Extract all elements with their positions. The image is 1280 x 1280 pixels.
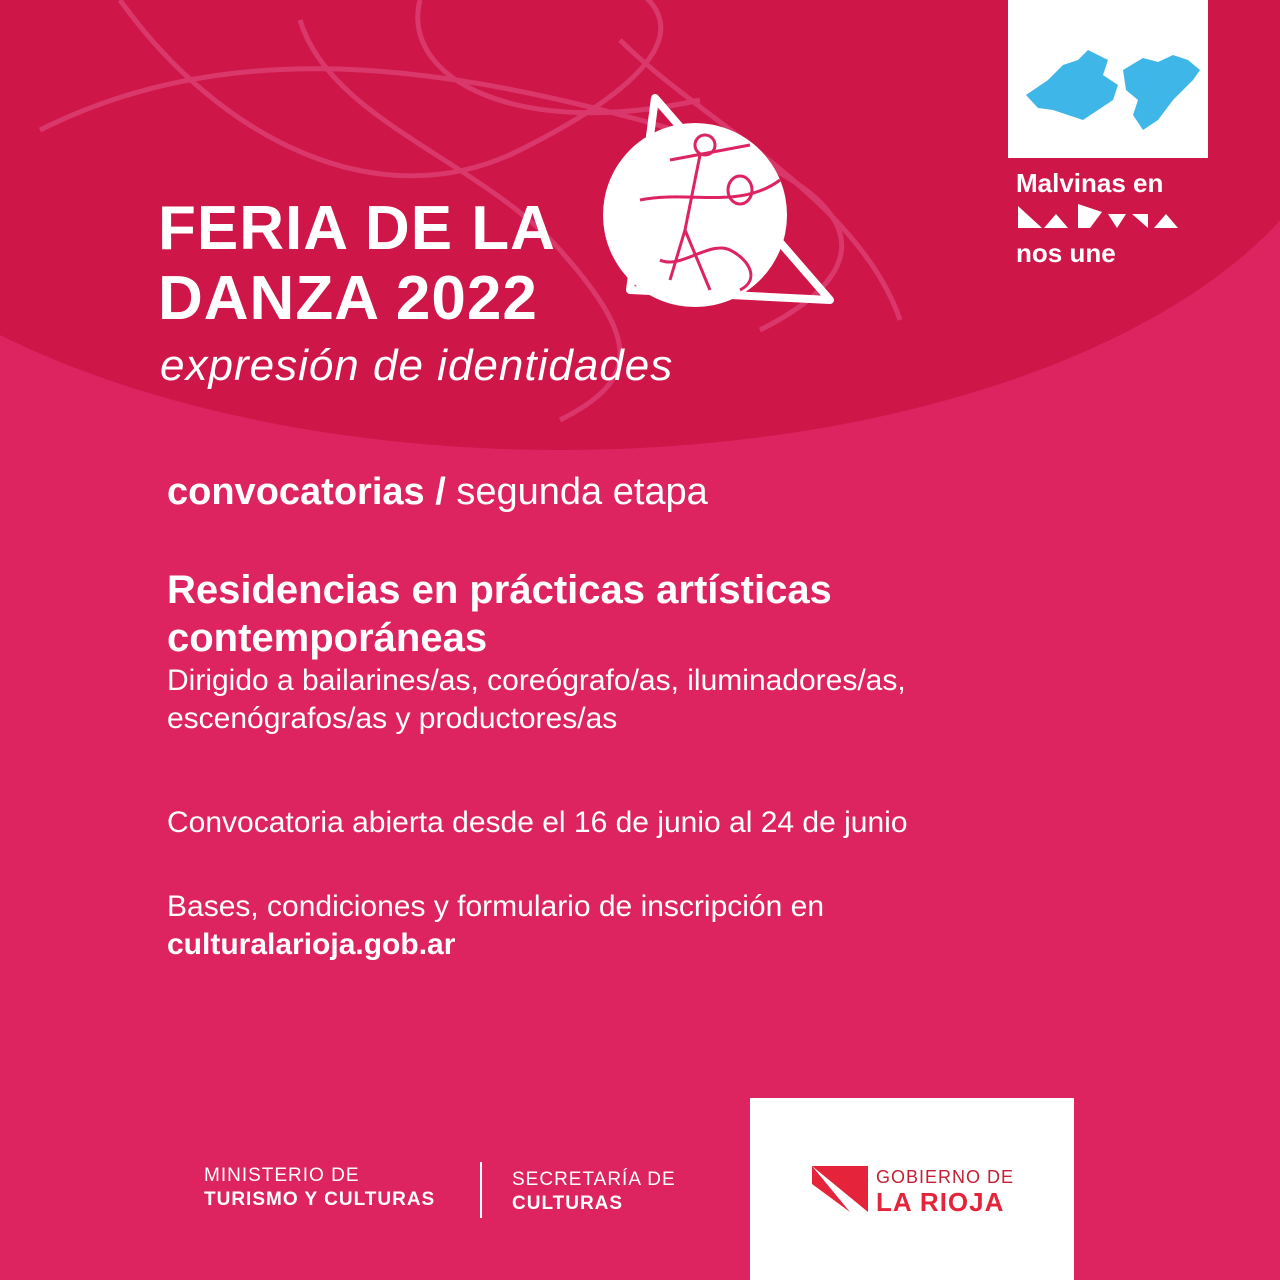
title-line-1: FERIA DE LA xyxy=(158,194,556,263)
gobierno-line-1: GOBIERNO DE xyxy=(876,1167,1015,1187)
residencias-heading-line-2: contemporáneas xyxy=(167,616,488,660)
secretaria-line-2: CULTURAS xyxy=(512,1193,624,1214)
event-subtitle: expresión de identidades xyxy=(160,341,674,390)
gobierno-la-rioja-panel xyxy=(750,1098,1074,1280)
malvinas-badge-text xyxy=(1016,166,1216,270)
ministerio-line-1: MINISTERIO DE xyxy=(204,1165,360,1186)
ministerio-line-2: TURISMO Y CULTURAS xyxy=(204,1189,436,1210)
secretaria-line-1: SECRETARÍA DE xyxy=(512,1169,676,1190)
ministry-logos xyxy=(204,1164,724,1224)
event-title xyxy=(158,194,556,334)
call-type-bold: convocatorias / xyxy=(167,471,446,513)
gobierno-line-2: LA RIOJA xyxy=(876,1187,1005,1217)
bases-block xyxy=(167,888,1067,964)
website-link[interactable]: culturalarioja.gob.ar xyxy=(167,928,456,961)
la-rioja-emblem-icon xyxy=(810,1164,870,1214)
badge-line-3: nos une xyxy=(1016,238,1116,268)
description-line-1: Dirigido a bailarines/as, coreógrafo/as, iluminadores/as, xyxy=(167,664,906,697)
badge-line-1: Malvinas en xyxy=(1016,168,1164,198)
la-rioja-logo-icon xyxy=(1016,200,1216,236)
dance-fair-logo-icon xyxy=(600,90,840,330)
secretaria-logo xyxy=(512,1168,676,1216)
falkland-islands-map-icon xyxy=(1008,0,1208,158)
residencias-block xyxy=(167,566,1067,738)
footer-divider xyxy=(480,1162,482,1218)
malvinas-map-panel xyxy=(1008,0,1208,158)
gobierno-text xyxy=(876,1166,1014,1216)
residencias-description xyxy=(167,662,1067,738)
dates-text: Convocatoria abierta desde el 16 de junio al 24 de junio xyxy=(167,806,908,839)
ministerio-logo xyxy=(204,1164,435,1212)
call-type xyxy=(167,470,708,514)
residencias-heading xyxy=(167,566,1067,662)
residencias-heading-line-1: Residencias en prácticas artísticas xyxy=(167,568,832,612)
bases-line-1: Bases, condiciones y formulario de inscripción en xyxy=(167,890,824,923)
description-line-2: escenógrafos/as y productores/as xyxy=(167,702,618,735)
call-type-regular: segunda etapa xyxy=(456,471,708,513)
title-line-2: DANZA 2022 xyxy=(158,264,538,333)
